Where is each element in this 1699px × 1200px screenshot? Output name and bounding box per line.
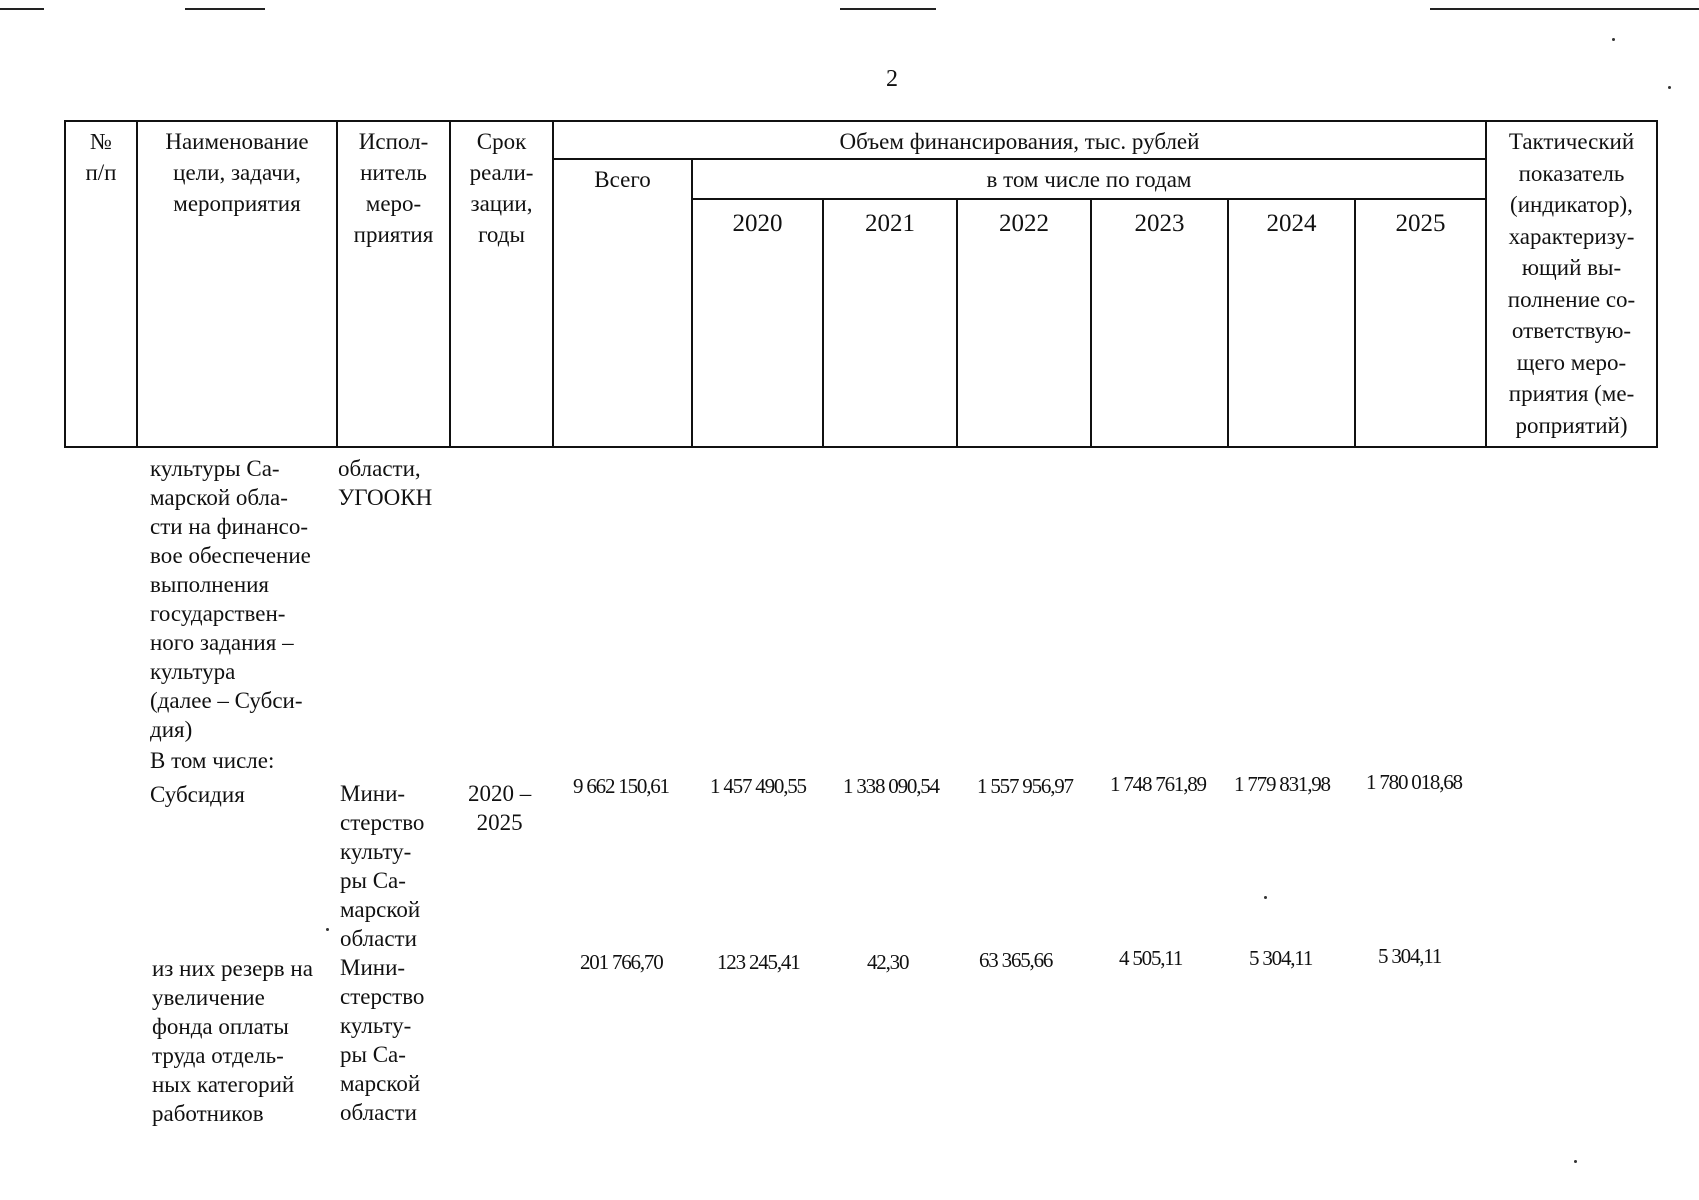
row-subsidy-2023: 1 748 761,89 <box>1110 772 1206 796</box>
scan-line-segment <box>185 8 265 10</box>
row-subsidy-2022: 1 557 956,97 <box>977 774 1073 798</box>
row-reserve-name: из них резерв на увеличение фонда оплаты труда отдель- ных категорий работников <box>152 956 313 1126</box>
row-reserve-2021: 42,30 <box>867 950 909 974</box>
scan-speck <box>1264 896 1267 899</box>
row-subsidy-2024: 1 779 831,98 <box>1234 772 1330 796</box>
header-by-years: в том числе по годам <box>692 159 1486 199</box>
scan-speck <box>1668 86 1671 89</box>
continued-name: культуры Са- марской обла- сти на финансо- вое обеспечение выполнения государствен- ного задания – культура (далее – Субси- дия) <box>150 456 311 742</box>
header-year-2023: 2023 <box>1091 199 1228 447</box>
row-reserve-2025: 5 304,11 <box>1378 944 1442 968</box>
header-period: Срок реали- зации, годы <box>450 121 553 447</box>
header-year-2024: 2024 <box>1228 199 1355 447</box>
row-subsidy-executor: Мини- стерство культу- ры Са- марской области <box>340 781 425 951</box>
row-subsidy-2020: 1 457 490,55 <box>710 774 806 798</box>
scan-line-segment <box>840 8 936 10</box>
continued-executor: области, УГООКН <box>338 456 433 510</box>
header-executor: Испол- нитель меро- приятия <box>337 121 450 447</box>
header-year-2022: 2022 <box>957 199 1091 447</box>
table-header <box>64 120 1658 448</box>
row-reserve-2023: 4 505,11 <box>1119 946 1183 970</box>
including-label: В том числе: <box>150 748 275 773</box>
header-indicator: Тактический показатель (индикатор), характеризу- ющий вы- полнение со- ответствую- щего меро- приятия (ме- роприятий) <box>1486 121 1657 447</box>
row-subsidy-2025: 1 780 018,68 <box>1366 770 1462 794</box>
scan-speck <box>1574 1160 1577 1163</box>
header-year-2020: 2020 <box>692 199 823 447</box>
row-reserve-2022: 63 365,66 <box>979 948 1053 972</box>
row-reserve-total: 201 766,70 <box>580 950 663 974</box>
page-number: 2 <box>886 66 898 92</box>
row-reserve-2020: 123 245,41 <box>717 950 800 974</box>
row-subsidy-period: 2020 – 2025 <box>468 781 532 835</box>
header-year-2021: 2021 <box>823 199 957 447</box>
row-reserve-2024: 5 304,11 <box>1249 946 1313 970</box>
row-subsidy-2021: 1 338 090,54 <box>843 774 939 798</box>
scan-line-segment <box>1430 8 1699 10</box>
header-total: Всего <box>553 159 692 447</box>
header-name: Наименование цели, задачи, мероприятия <box>137 121 337 447</box>
header-number: № п/п <box>65 121 137 447</box>
row-reserve-executor: Мини- стерство культу- ры Са- марской области <box>340 955 425 1125</box>
header-funding: Объем финансирования, тыс. рублей <box>553 121 1486 159</box>
row-subsidy-name: Субсидия <box>150 782 245 807</box>
row-subsidy-total: 9 662 150,61 <box>573 774 669 798</box>
scan-speck <box>326 928 329 931</box>
scan-speck <box>1612 38 1615 41</box>
header-year-2025: 2025 <box>1355 199 1486 447</box>
scan-line-segment <box>0 8 44 10</box>
scan-top-border <box>0 0 1699 6</box>
